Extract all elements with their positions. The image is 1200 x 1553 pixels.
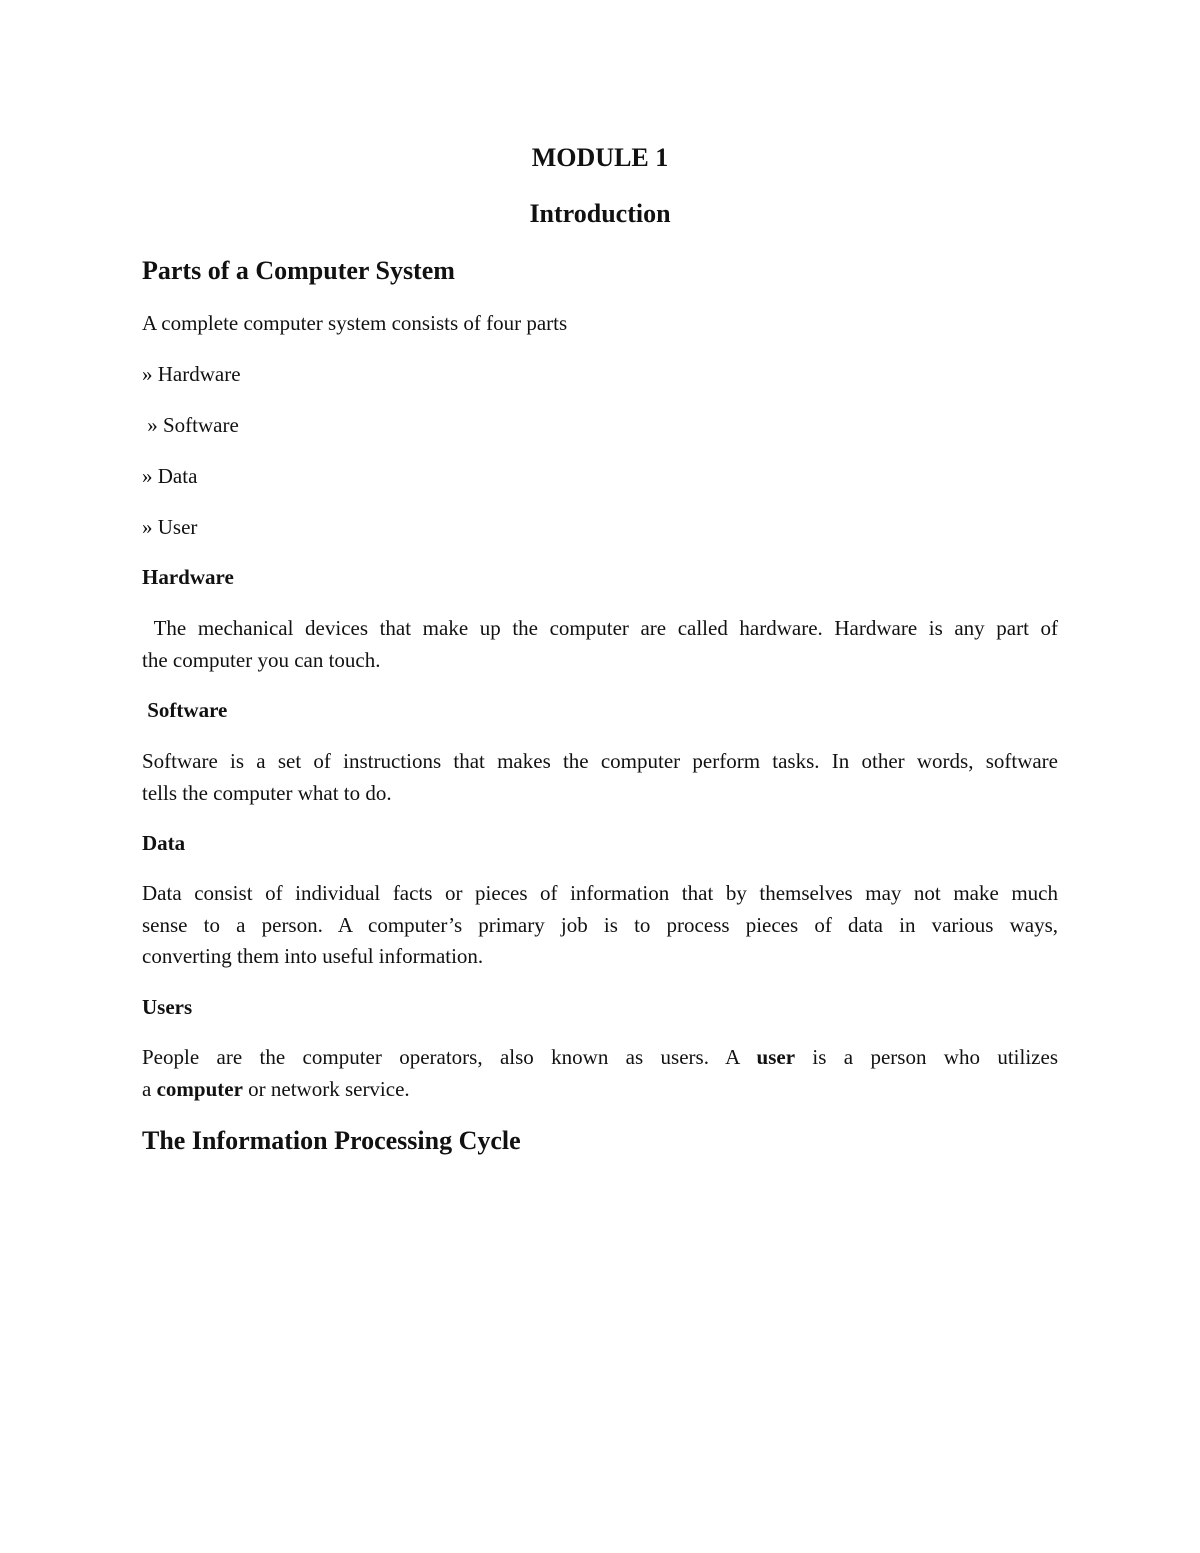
software-heading: Software (142, 698, 228, 722)
users-text: a (142, 1076, 157, 1101)
data-line: converting them into useful information. (142, 944, 484, 968)
module-title: MODULE 1 (531, 143, 669, 172)
list-item-user: » User (142, 515, 198, 539)
software-paragraph (142, 746, 1058, 809)
users-line (142, 1042, 1058, 1074)
subtitle: Introduction (529, 199, 671, 228)
users-bold-term: computer (156, 1076, 243, 1101)
data-line: sense to a person. A computer’s primary job is to process pieces of data in various ways, (142, 912, 1058, 937)
data-heading: Data (142, 831, 186, 855)
list-item-software: » Software (142, 413, 239, 437)
intro-text: A complete computer system consists of four parts (142, 311, 568, 335)
users-text: or network service. (242, 1076, 410, 1101)
section-heading-processing-cycle: The Information Processing Cycle (142, 1126, 521, 1155)
users-bold-term: user (756, 1045, 796, 1069)
users-heading: Users (142, 995, 193, 1019)
software-line: Software is a set of instructions that makes the computer perform tasks. In other words, software (142, 749, 1058, 773)
hardware-heading: Hardware (142, 565, 234, 589)
hardware-line: the computer you can touch. (142, 647, 381, 672)
users-text: People are the computer operators, also known as users. A (142, 1045, 757, 1069)
list-item-hardware: » Hardware (142, 362, 241, 386)
users-line (142, 1074, 1058, 1106)
users-paragraph (142, 1042, 1058, 1105)
users-text: is a person who utilizes (795, 1045, 1058, 1069)
hardware-line: The mechanical devices that make up the computer are called hardware. Hardware is any part of (142, 616, 1058, 640)
section-heading-parts: Parts of a Computer System (142, 256, 455, 285)
software-line: tells the computer what to do. (142, 780, 392, 805)
data-line: Data consist of individual facts or pieces of information that by themselves may not make much (142, 881, 1058, 905)
list-item-data: » Data (142, 464, 198, 488)
data-paragraph (142, 878, 1058, 973)
hardware-paragraph (142, 613, 1058, 676)
